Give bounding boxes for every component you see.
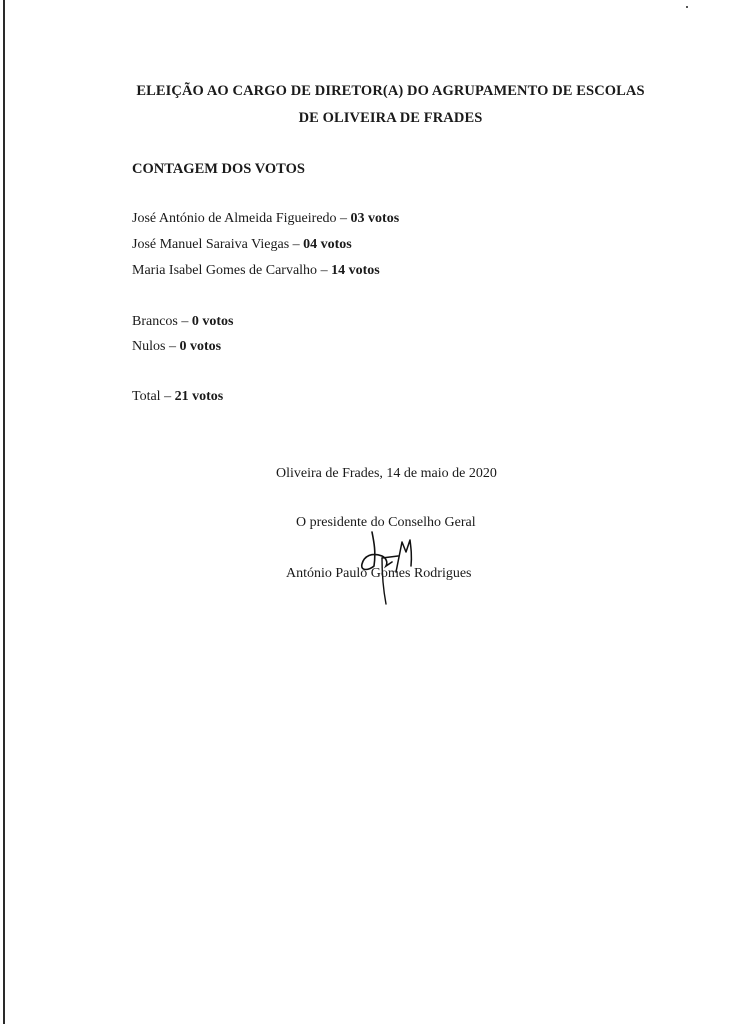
- blank-votes-line: [132, 314, 234, 330]
- separator: –: [317, 263, 332, 278]
- blank-label: Brancos: [132, 314, 178, 329]
- total-label: Total: [132, 389, 161, 404]
- separator: –: [289, 237, 304, 252]
- total-votes-line: [132, 389, 223, 405]
- document-title-line-1: ELEIÇÃO AO CARGO DE DIRETOR(A) DO AGRUPAMENTO DE ESCOLAS: [136, 83, 645, 99]
- total-votes: 21 votos: [174, 389, 224, 404]
- candidate-votes: 14 votos: [331, 263, 380, 278]
- document-title-line-2: DE OLIVEIRA DE FRADES: [298, 110, 483, 126]
- separator: –: [165, 339, 180, 354]
- null-label: Nulos: [132, 339, 166, 354]
- null-votes: 0 votos: [179, 339, 222, 354]
- section-heading: CONTAGEM DOS VOTOS: [132, 161, 305, 177]
- candidate-line: [132, 237, 352, 253]
- candidate-name: José Manuel Saraiva Viegas: [132, 237, 290, 252]
- place-date: Oliveira de Frades, 14 de maio de 2020: [276, 466, 497, 481]
- candidate-line: [132, 263, 380, 279]
- candidate-name: José António de Almeida Figueiredo: [132, 211, 337, 226]
- candidate-votes: 03 votos: [350, 211, 400, 226]
- separator: –: [160, 389, 175, 404]
- blank-votes: 0 votos: [191, 314, 234, 329]
- candidate-votes: 04 votos: [303, 237, 352, 252]
- candidate-line: [132, 211, 399, 227]
- null-votes-line: [132, 339, 221, 355]
- separator: –: [177, 314, 192, 329]
- signatory-role: O presidente do Conselho Geral: [296, 515, 476, 530]
- scan-left-border: [3, 0, 5, 1024]
- separator: –: [336, 211, 351, 226]
- signatory-name: António Paulo Gomes Rodrigues: [286, 566, 472, 581]
- scan-speck: [686, 6, 688, 8]
- candidate-name: Maria Isabel Gomes de Carvalho: [132, 263, 318, 278]
